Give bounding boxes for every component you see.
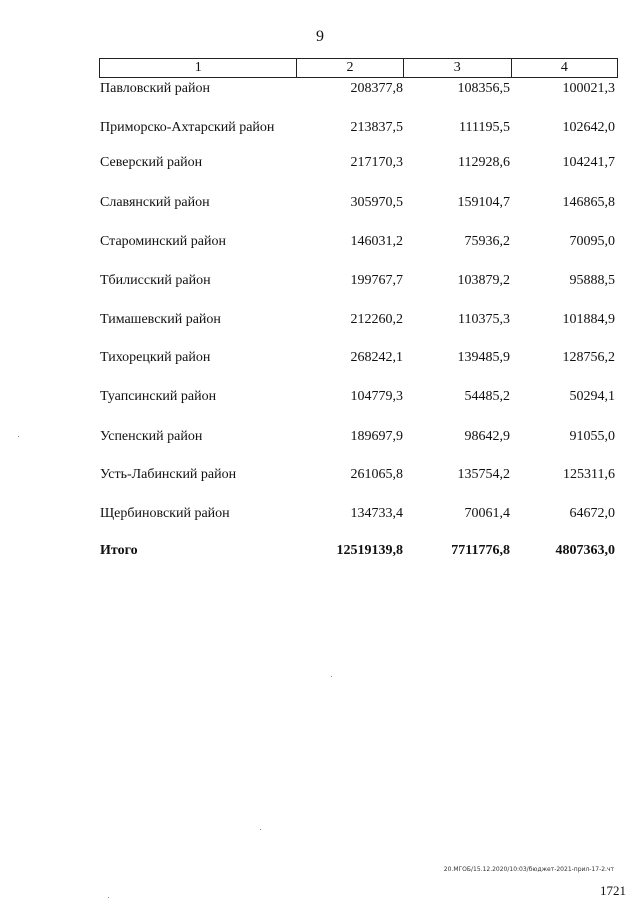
value-col-4: 125311,6 [563, 467, 615, 482]
value-col-3: 98642,9 [464, 429, 510, 444]
document-code: 20.МГОБ/15.12.2020/10:03/бюджет-2021-прил-17-2.чт [443, 866, 614, 873]
value-col-4: 95888,5 [569, 273, 615, 288]
district-name: Щербиновский район [100, 506, 230, 521]
district-name: Тихорецкий район [100, 350, 211, 365]
value-col-2: 199767,7 [350, 273, 403, 288]
scan-speck [18, 436, 19, 437]
district-name: Староминский район [100, 234, 226, 249]
scan-speck [331, 676, 332, 677]
table-row [0, 192, 640, 214]
scan-speck [108, 897, 109, 898]
value-col-3: 111195,5 [459, 120, 510, 135]
column-header-1: 1 [100, 59, 297, 78]
table-row [0, 78, 640, 100]
value-col-2: 305970,5 [350, 195, 403, 210]
value-col-2: 212260,2 [350, 312, 403, 327]
value-col-3: 108356,5 [457, 81, 510, 96]
table-row [0, 231, 640, 253]
value-col-3: 139485,9 [457, 350, 510, 365]
footer-page-number: 1721 [600, 883, 626, 898]
value-col-4: 100021,3 [562, 81, 615, 96]
column-header-4: 4 [511, 59, 617, 78]
district-name: Усть-Лабинский район [100, 467, 237, 482]
value-col-2: 189697,9 [350, 429, 403, 444]
district-name: Приморско-Ахтарский район [100, 120, 275, 135]
scan-speck [260, 829, 261, 830]
total-row [0, 540, 640, 562]
table-row [0, 386, 640, 408]
column-header-2: 2 [297, 59, 403, 78]
value-col-4: 101884,9 [562, 312, 615, 327]
value-col-3: 75936,2 [464, 234, 510, 249]
value-col-2: 261065,8 [350, 467, 403, 482]
district-name: Туапсинский район [100, 389, 217, 404]
table-row [0, 152, 640, 174]
value-col-4: 146865,8 [562, 195, 615, 210]
table-row [0, 347, 640, 369]
district-name: Павловский район [100, 81, 210, 96]
table-row [0, 503, 640, 525]
value-col-2: 104779,3 [350, 389, 403, 404]
district-name: Тбилисский район [100, 273, 211, 288]
value-col-4: 104241,7 [562, 155, 615, 170]
total-col-4: 4807363,0 [555, 543, 615, 558]
value-col-4: 91055,0 [569, 429, 615, 444]
value-col-4: 64672,0 [569, 506, 615, 521]
value-col-2: 213837,5 [350, 120, 403, 135]
table-row [0, 426, 640, 448]
total-col-2: 12519139,8 [336, 543, 403, 558]
total-col-3: 7711776,8 [451, 543, 510, 558]
table-row [0, 464, 640, 486]
page-number: 9 [316, 28, 324, 45]
value-col-4: 128756,2 [562, 350, 615, 365]
value-col-2: 134733,4 [350, 506, 403, 521]
table-row [0, 270, 640, 292]
value-col-3: 135754,2 [457, 467, 510, 482]
value-col-2: 268242,1 [350, 350, 403, 365]
district-name: Успенский район [100, 429, 203, 444]
value-col-3: 112928,6 [458, 155, 510, 170]
table-row [0, 117, 640, 139]
value-col-3: 54485,2 [464, 389, 510, 404]
table-row [0, 309, 640, 331]
value-col-3: 70061,4 [464, 506, 510, 521]
value-col-3: 103879,2 [457, 273, 510, 288]
total-label: Итого [100, 543, 138, 558]
column-header-3: 3 [403, 59, 511, 78]
value-col-4: 50294,1 [569, 389, 615, 404]
value-col-4: 102642,0 [562, 120, 615, 135]
value-col-2: 208377,8 [350, 81, 403, 96]
value-col-2: 217170,3 [350, 155, 403, 170]
district-name: Тимашевский район [100, 312, 221, 327]
district-name: Северский район [100, 155, 203, 170]
district-name: Славянский район [100, 195, 210, 210]
value-col-3: 159104,7 [457, 195, 510, 210]
value-col-3: 110375,3 [458, 312, 510, 327]
value-col-4: 70095,0 [569, 234, 615, 249]
value-col-2: 146031,2 [350, 234, 403, 249]
